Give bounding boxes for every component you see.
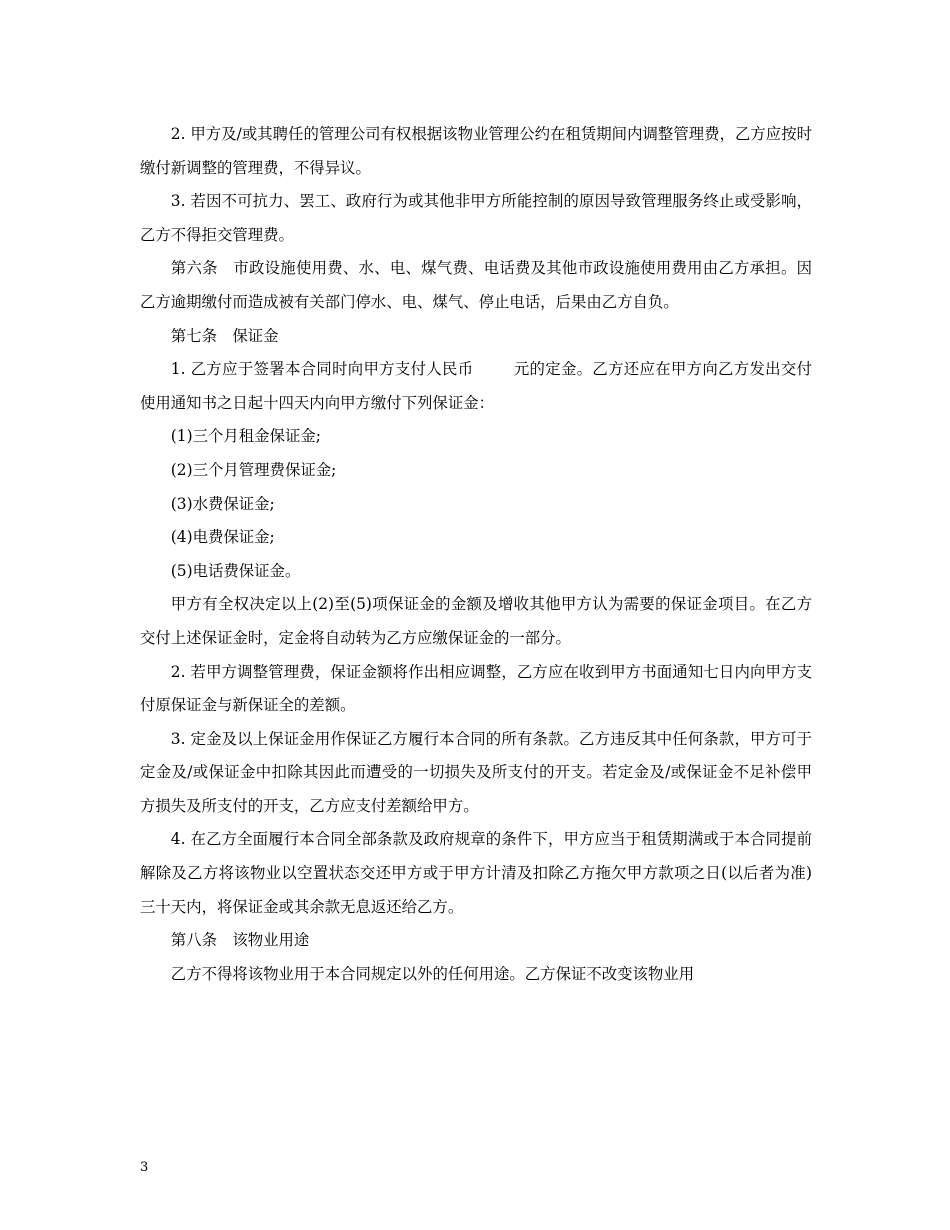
clause-7-1-after-blank: 元的定金。乙方还应在甲方向乙方发出交付使用通知书之日起十四天内向甲方缴付下列保证金： (140, 360, 812, 412)
article-8-heading: 第八条 该物业用途 (170, 931, 310, 950)
document-body (140, 118, 812, 991)
clause-5-2: 2. 甲方及/或其聘任的管理公司有权根据该物业管理公约在租赁期间内调整管理费，乙方应按时缴付新调整的管理费，不得异议。 (140, 125, 812, 177)
deposit-discretion-paragraph: 甲方有全权决定以上(2)至(5)项保证金的金额及增收其他甲方认为需要的保证金项目。在乙方交付上述保证金时，定金将自动转为乙方应缴保证金的一部分。 (140, 595, 812, 647)
clause-7-1 (140, 353, 812, 420)
clause-7-4: 4. 在乙方全面履行本合同全部条款及政府规章的条件下，甲方应当于租赁期满或于本合同提前解除及乙方将该物业以空置状态交还甲方或于甲方计清及扣除乙方拖欠甲方款项之日(以后者为准)三十天内，将保证金或其余款无息返还给乙方。 (140, 830, 812, 916)
deposit-item-3: (3)水费保证金; (170, 494, 275, 513)
clause-5-3: 3. 若因不可抗力、罢工、政府行为或其他非甲方所能控制的原因导致管理服务终止或受影响，乙方不得拒交管理费。 (140, 192, 812, 244)
clause-7-3: 3. 定金及以上保证金用作保证乙方履行本合同的所有条款。乙方违反其中任何条款，甲方可于定金及/或保证金中扣除其因此而遭受的一切损失及所支付的开支。若定金及/或保证金不足补偿甲方损失及所支付的开支，乙方应支付差额给甲方。 (140, 729, 812, 815)
article-7-heading: 第七条 保证金 (170, 326, 279, 345)
article-8-body: 乙方不得将该物业用于本合同规定以外的任何用途。乙方保证不改变该物业用 (170, 964, 695, 983)
article-6: 第六条 市政设施使用费、水、电、煤气费、电话费及其他市政设施使用费用由乙方承担。因乙方逾期缴付而造成被有关部门停水、电、煤气、停止电话，后果由乙方自负。 (140, 259, 812, 311)
deposit-item-1: (1)三个月租金保证金; (170, 427, 321, 446)
clause-7-1-before-blank: 1. 乙方应于签署本合同时向甲方支付人民币 (170, 360, 474, 379)
page-number: 3 (140, 1160, 149, 1175)
deposit-item-5: (5)电话费保证金。 (170, 561, 301, 580)
deposit-item-2: (2)三个月管理费保证金; (170, 460, 337, 479)
clause-7-2: 2. 若甲方调整管理费，保证金额将作出相应调整，乙方应在收到甲方书面通知七日内向甲方支付原保证金与新保证全的差额。 (140, 662, 812, 715)
deposit-item-4: (4)电费保证金; (170, 528, 275, 547)
